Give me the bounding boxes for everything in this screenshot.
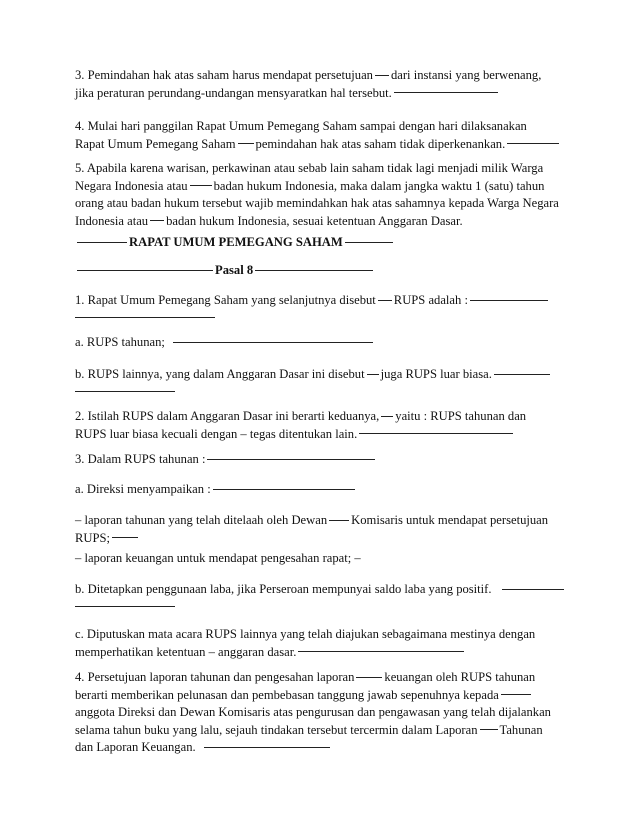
- dash-line: [470, 300, 548, 301]
- dash-line: [75, 317, 215, 318]
- text-line: RUPS adalah :: [393, 293, 468, 307]
- text-line: 3. Pemindahan hak atas saham harus mendapat persetujuan: [75, 68, 373, 82]
- dash-line: [502, 589, 564, 590]
- text-line: keuangan oleh RUPS tahunan: [384, 670, 536, 684]
- clause-1a: [75, 334, 573, 352]
- dash-line: [329, 520, 349, 521]
- dash-line: [207, 459, 375, 460]
- dash-line: [77, 270, 213, 271]
- dash-line: [381, 416, 393, 417]
- text-line: Tahunan: [499, 722, 543, 737]
- text-line: pemindahan hak atas saham tidak diperkenankan.: [255, 136, 506, 151]
- dash-line: [75, 606, 175, 607]
- text-line: RUPS;: [75, 530, 111, 545]
- text-line: berarti memberikan pelunasan dan pembebasan tanggung jawab sepenuhnya kepada: [75, 687, 499, 702]
- dash-line: [75, 391, 175, 392]
- text-line: c. Diputuskan mata acara RUPS lainnya yang telah diajukan sebagaimana mestinya dengan: [75, 627, 536, 641]
- text-line: badan hukum Indonesia, maka dalam jangka waktu 1 (satu) tahun: [213, 178, 545, 193]
- dash-line: [494, 374, 550, 375]
- dash-line: [480, 729, 498, 730]
- text-line: – laporan keuangan untuk mendapat pengesahan rapat; –: [75, 551, 361, 565]
- text-line: Rapat Umum Pemegang Saham: [75, 136, 236, 151]
- dash-line: [378, 300, 392, 301]
- dash-line: [213, 489, 355, 490]
- clause-2: [75, 408, 573, 443]
- dash-line: [255, 270, 373, 271]
- text-line: RUPS luar biasa kecuali dengan – tegas ditentukan lain.: [75, 426, 358, 441]
- dash-line: [190, 185, 212, 186]
- text-line: dan Laporan Keuangan.: [75, 740, 196, 754]
- text-line: Komisaris untuk mendapat persetujuan: [351, 513, 549, 527]
- clause-3a: [75, 481, 573, 499]
- text-line: juga RUPS luar biasa.: [380, 367, 492, 381]
- article-heading: [75, 262, 573, 280]
- text-line: a. RUPS tahunan;: [75, 335, 165, 349]
- dash-line: [394, 92, 498, 93]
- text-line: 4. Persetujuan laporan tahunan dan pengesahan laporan: [75, 670, 355, 684]
- text-line: dari instansi yang berwenang,: [390, 68, 542, 82]
- text-line: anggota Direksi dan Dewan Komisaris atas pengurusan dan pengawasan yang telah dijalankan: [75, 705, 551, 719]
- clause-3a-item-2: [75, 550, 573, 568]
- dash-line: [375, 75, 389, 76]
- text-line: 2. Istilah RUPS dalam Anggaran Dasar ini berarti keduanya,: [75, 409, 380, 423]
- text-line: b. Ditetapkan penggunaan laba, jika Perseroan mempunyai saldo laba yang positif.: [75, 582, 492, 596]
- dash-line: [501, 694, 531, 695]
- text-line: 4. Mulai hari panggilan Rapat Umum Pemegang Saham sampai dengan hari dilaksanakan: [75, 119, 527, 133]
- clause-3a-item-1: [75, 512, 573, 547]
- dash-line: [298, 651, 464, 652]
- clause-4: [75, 669, 573, 757]
- article-title: Pasal 8: [215, 263, 254, 277]
- paragraph-3: [75, 67, 573, 102]
- heading-title: RAPAT UMUM PEMEGANG SAHAM: [129, 235, 343, 249]
- text-line: b. RUPS lainnya, yang dalam Anggaran Dasar ini disebut: [75, 367, 365, 381]
- text-line: 3. Dalam RUPS tahunan :: [75, 452, 206, 466]
- text-line: Indonesia atau: [75, 213, 149, 228]
- dash-line: [112, 537, 138, 538]
- section-heading: [75, 234, 573, 252]
- text-line: memperhatikan ketentuan – anggaran dasar.: [75, 644, 297, 659]
- dash-line: [238, 143, 254, 144]
- clause-1: [75, 292, 573, 327]
- text-line: Negara Indonesia atau: [75, 178, 188, 193]
- clause-3c: [75, 626, 573, 661]
- clause-3b: [75, 581, 573, 616]
- text-line: 5. Apabila karena warisan, perkawinan atau sebab lain saham tidak lagi menjadi milik Warga: [75, 161, 544, 175]
- dash-line: [367, 374, 379, 375]
- paragraph-4: [75, 118, 573, 153]
- text-line: – laporan tahunan yang telah ditelaah oleh Dewan: [75, 513, 328, 527]
- dash-line: [359, 433, 513, 434]
- clause-3: [75, 451, 573, 469]
- dash-line: [356, 677, 382, 678]
- dash-line: [173, 342, 373, 343]
- text-line: selama tahun buku yang lalu, sejauh tindakan tersebut tercermin dalam Laporan: [75, 722, 478, 737]
- dash-line: [150, 220, 164, 221]
- dash-line: [77, 242, 127, 243]
- text-line: orang atau badan hukum tersebut wajib memindahkan hak atas sahamnya kepada Warga Negara: [75, 196, 559, 210]
- text-line: a. Direksi menyampaikan :: [75, 482, 211, 496]
- dash-line: [507, 143, 559, 144]
- text-line: jika peraturan perundang-undangan mensyaratkan hal tersebut.: [75, 85, 392, 100]
- text-line: yaitu : RUPS tahunan dan: [395, 409, 527, 423]
- dash-line: [204, 747, 330, 748]
- paragraph-5: [75, 160, 573, 230]
- dash-line: [345, 242, 393, 243]
- clause-1b: [75, 366, 573, 401]
- text-line: 1. Rapat Umum Pemegang Saham yang selanjutnya disebut: [75, 293, 376, 307]
- text-line: badan hukum Indonesia, sesuai ketentuan Anggaran Dasar.: [166, 213, 463, 228]
